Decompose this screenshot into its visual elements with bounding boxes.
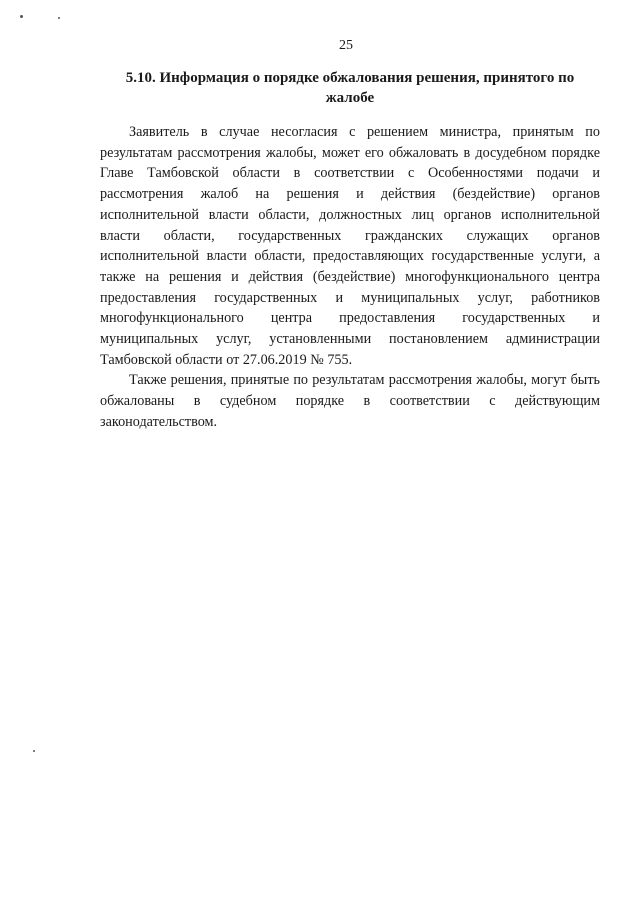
paragraph: Также решения, принятые по результатам рассмотрения жалобы, могут быть обжалованы в судебном порядке в соответствии с действующим законодательством. [100,372,600,430]
scan-speck [20,15,23,18]
paragraph: Заявитель в случае несогласия с решением министра, принятым по результатам рассмотрения жалобы, может его обжаловать в досудебном порядке Главе Тамбовской области в соответствии с Особенностями подачи и рассмотрения жалоб на решения и действия (бездействие) органов исполнительной власти области, должностных лиц органов исполнительной власти области, государственных гражданских служащих органов исполнительной власти области, предоставляющих государственные услуги, а также на решения и действия (бездействие) многофункционального центра предоставления государственных и муниципальных услуг, работников многофункционального центра предоставления государственных и муниципальных услуг, установленными постановлением администрации Тамбовской области от 27.06.2019 № 755. [100,124,600,368]
page-number: 25 [339,38,353,53]
section-heading: 5.10. Информация о порядке обжалования решения, принятого по жалобе [125,70,575,106]
scan-speck [58,17,60,19]
section-body [100,122,600,433]
scan-speck [33,750,35,752]
